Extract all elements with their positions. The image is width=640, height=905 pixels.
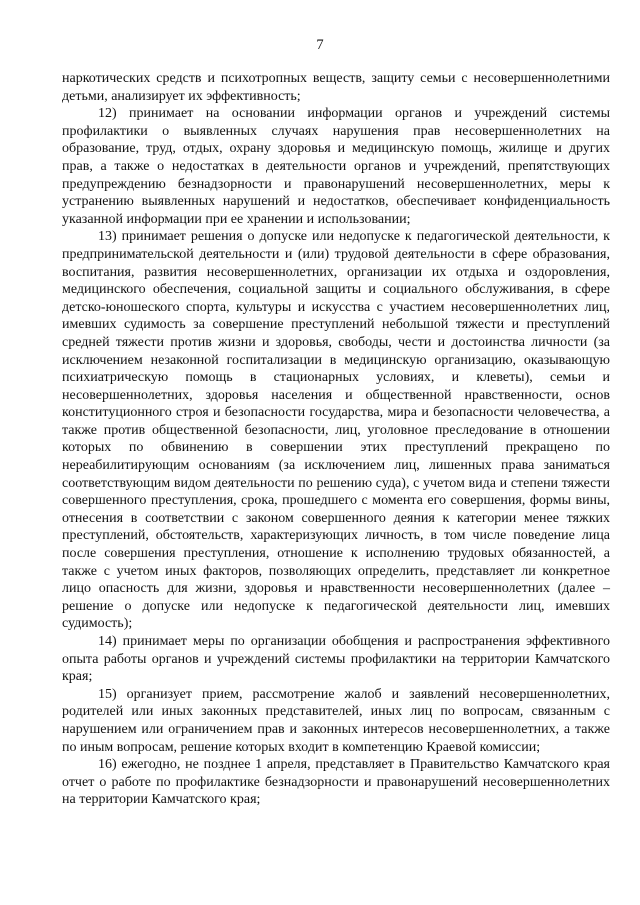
paragraph-item-15: 15) организует прием, рассмотрение жалоб и заявлений несовершеннолетних, родителей или иных законных представителей, иных лиц по вопросам, связанным с нарушением или ограничением прав и законных интересов несовершеннолетних, а также по иным вопросам, решение которых входит в компетенцию Краевой комиссии; <box>62 686 610 755</box>
page-number: 7 <box>316 37 324 53</box>
document-body <box>62 70 610 809</box>
paragraph-continuation: наркотических средств и психотропных веществ, защиту семьи с несовершеннолетними детьми, анализирует их эффективность; <box>62 71 610 104</box>
paragraph-item-12: 12) принимает на основании информации органов и учреждений системы профилактики о выявленных случаях нарушения прав несовершеннолетних на образование, труд, отдых, охрану здоровья и медицинскую помощь, жилище и других прав, а также о недостатках в деятельности органов и учреждений, препятствующих предупреждению безнадзорности и правонарушений несовершеннолетних, меры к устранению выявленных нарушений и недостатков, обеспечивает конфиденциальность указанной информации при ее хранении и использовании; <box>62 106 610 227</box>
paragraph-item-14: 14) принимает меры по организации обобщения и распространения эффективного опыта работы органов и учреждений системы профилактики на территории Камчатского края; <box>62 634 610 685</box>
paragraph-item-13: 13) принимает решения о допуске или недопуске к педагогической деятельности, к предпринимательской деятельности и (или) трудовой деятельности в сфере образования, воспитания, развития несовершеннолетних, организации их отдыха и оздоровления, медицинского обеспечения, социальной защиты и социального обслуживания, в сфере детско-юношеского спорта, культуры и искусства с участием несовершеннолетних лиц, имевших судимость за совершение преступлений небольшой тяжести и преступлений средней тяжести против жизни и здоровья, свободы, чести и достоинства личности (за исключением незаконной госпитализации в медицинскую организацию, оказывающую психиатрическую помощь в стационарных условиях, и клеветы), семьи и несовершеннолетних, здоровья населения и общественной нравственности, основ конституционного строя и безопасности государства, мира и безопасности человечества, а также против общественной безопасности, лиц, уголовное преследование в отношении которых по обвинению в совершении этих преступлений прекращено по нереабилитирующим основаниям (за исключением лиц, лишенных права заниматься соответствующим видом деятельности по решению суда), с учетом вида и степени тяжести совершенного преступления, срока, прошедшего с момента его совершения, формы вины, отнесения в соответствии с законом совершенного деяния к категории менее тяжких преступлений, обстоятельств, характеризующих личность, в том числе поведение лица после совершения преступления, отношение к исполнению трудовых обязанностей, а также с учетом иных факторов, позволяющих определить, представляет ли конкретное лицо опасность для жизни, здоровья и нравственности несовершеннолетних (далее – решение о допуске или недопуске к педагогической деятельности лиц, имевших судимость); <box>62 229 610 632</box>
paragraph-item-16: 16) ежегодно, не позднее 1 апреля, представляет в Правительство Камчатского края отчет о работе по профилактике безнадзорности и правонарушений несовершеннолетних на территории Камчатского края; <box>62 757 610 808</box>
